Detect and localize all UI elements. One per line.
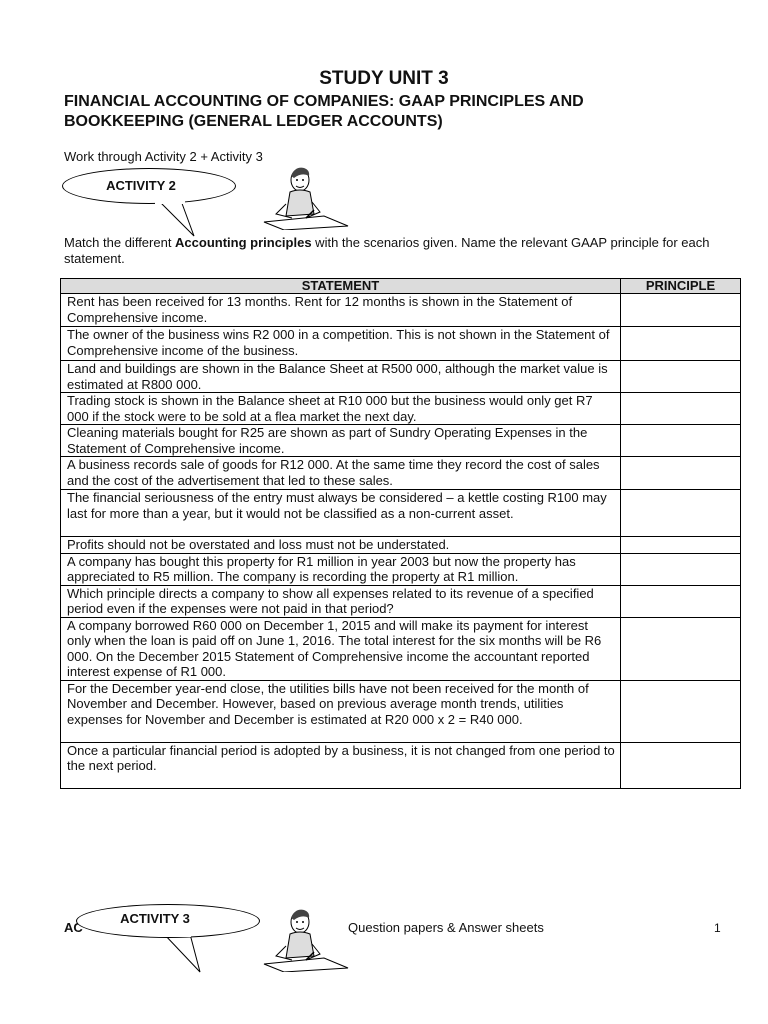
table-row (61, 327, 741, 361)
activity2-bubble-tail-join (155, 200, 185, 204)
page-subtitle: FINANCIAL ACCOUNTING OF COMPANIES: GAAP PRINCIPLES AND BOOKKEEPING (GENERAL LEDGER ACCOUNTS) (64, 93, 584, 130)
table-row (61, 294, 741, 327)
principle-cell[interactable] (621, 361, 741, 393)
footer-right-text: Question papers & Answer sheets (348, 920, 544, 935)
statement-header: STATEMENT (61, 279, 621, 294)
statement-cell: Profits should not be overstated and loss must not be understated. (61, 537, 621, 554)
statement-cell: The owner of the business wins R2 000 in a competition. This is not shown in the Statement of Comprehensive income of the business. (61, 327, 621, 361)
instructions-text-before: Match the different (64, 235, 176, 250)
table-row (61, 585, 741, 617)
table-row (61, 393, 741, 425)
principle-cell[interactable] (621, 585, 741, 617)
table-header-row (61, 279, 741, 294)
person-writing-icon (262, 164, 350, 230)
statement-cell: Which principle directs a company to show all expenses related to its revenue of a specified period even if the expenses were not paid in that period? (61, 585, 621, 617)
activity2-bubble (62, 168, 236, 204)
instructions (64, 235, 724, 267)
table-row (61, 553, 741, 585)
statement-cell: A business records sale of goods for R12 000. At the same time they record the cost of sales and the cost of the advertisement that led to these sales. (61, 457, 621, 490)
table-row (61, 457, 741, 490)
principle-cell[interactable] (621, 294, 741, 327)
table-row (61, 617, 741, 680)
principle-cell[interactable] (621, 742, 741, 788)
statement-cell: A company has bought this property for R1 million in year 2003 but now the property has appreciated to R5 million. The company is recording the property at R1 million. (61, 553, 621, 585)
principle-cell[interactable] (621, 425, 741, 457)
statement-cell: For the December year-end close, the utilities bills have not been received for the month of November and December. However, based on previous average month trends, utilities expenses for November and December is estimated at R20 000 x 2 = R40 000. (61, 680, 621, 742)
activity3-bubble-tail-join (165, 931, 191, 937)
statement-cell: Cleaning materials bought for R25 are shown as part of Sundry Operating Expenses in the Statement of Comprehensive income. (61, 425, 621, 457)
instructions-bold: Accounting principles (175, 235, 312, 250)
principle-header: PRINCIPLE (621, 279, 741, 294)
principle-cell[interactable] (621, 490, 741, 537)
principle-cell[interactable] (621, 393, 741, 425)
statement-cell: Land and buildings are shown in the Balance Sheet at R500 000, although the market value is estimated at R800 000. (61, 361, 621, 393)
principle-cell[interactable] (621, 327, 741, 361)
principle-cell[interactable] (621, 680, 741, 742)
intro-text: Work through Activity 2 + Activity 3 (64, 149, 263, 164)
principle-cell[interactable] (621, 553, 741, 585)
table-row (61, 361, 741, 393)
table-row (61, 680, 741, 742)
page-number: 1 (714, 921, 721, 935)
principle-cell[interactable] (621, 537, 741, 554)
statement-cell: The financial seriousness of the entry must always be considered – a kettle costing R100 may last for more than a year, but it would not be classified as a non-current asset. (61, 490, 621, 537)
footer-left-text: AC (64, 920, 83, 935)
page-title: STUDY UNIT 3 (319, 68, 449, 89)
table-row (61, 425, 741, 457)
activity-table (60, 278, 741, 789)
activity3-label: ACTIVITY 3 (120, 910, 190, 926)
statement-cell: Trading stock is shown in the Balance sheet at R10 000 but the business would only get R7 000 if the stock were to be sold at a flea market the next day. (61, 393, 621, 425)
statement-cell: Once a particular financial period is adopted by a business, it is not changed from one period to the next period. (61, 742, 621, 788)
table-row (61, 490, 741, 537)
table-row (61, 537, 741, 554)
principle-cell[interactable] (621, 617, 741, 680)
person-writing-icon-2 (262, 904, 350, 972)
statement-cell: Rent has been received for 13 months. Rent for 12 months is shown in the Statement of Comprehensive income. (61, 294, 621, 327)
statement-cell: A company borrowed R60 000 on December 1, 2015 and will make its payment for interest only when the loan is paid off on June 1, 2016. The total interest for the six months will be R6 000. On the December 2015 Statement of Comprehensive income the accountant reported interest expense of R1 000. (61, 617, 621, 680)
principle-cell[interactable] (621, 457, 741, 490)
table-row (61, 742, 741, 788)
instructions-text-after: with the scenarios given. Name the relevant GAAP principle for each statement. (64, 235, 710, 266)
activity2-label: ACTIVITY 2 (106, 177, 176, 193)
